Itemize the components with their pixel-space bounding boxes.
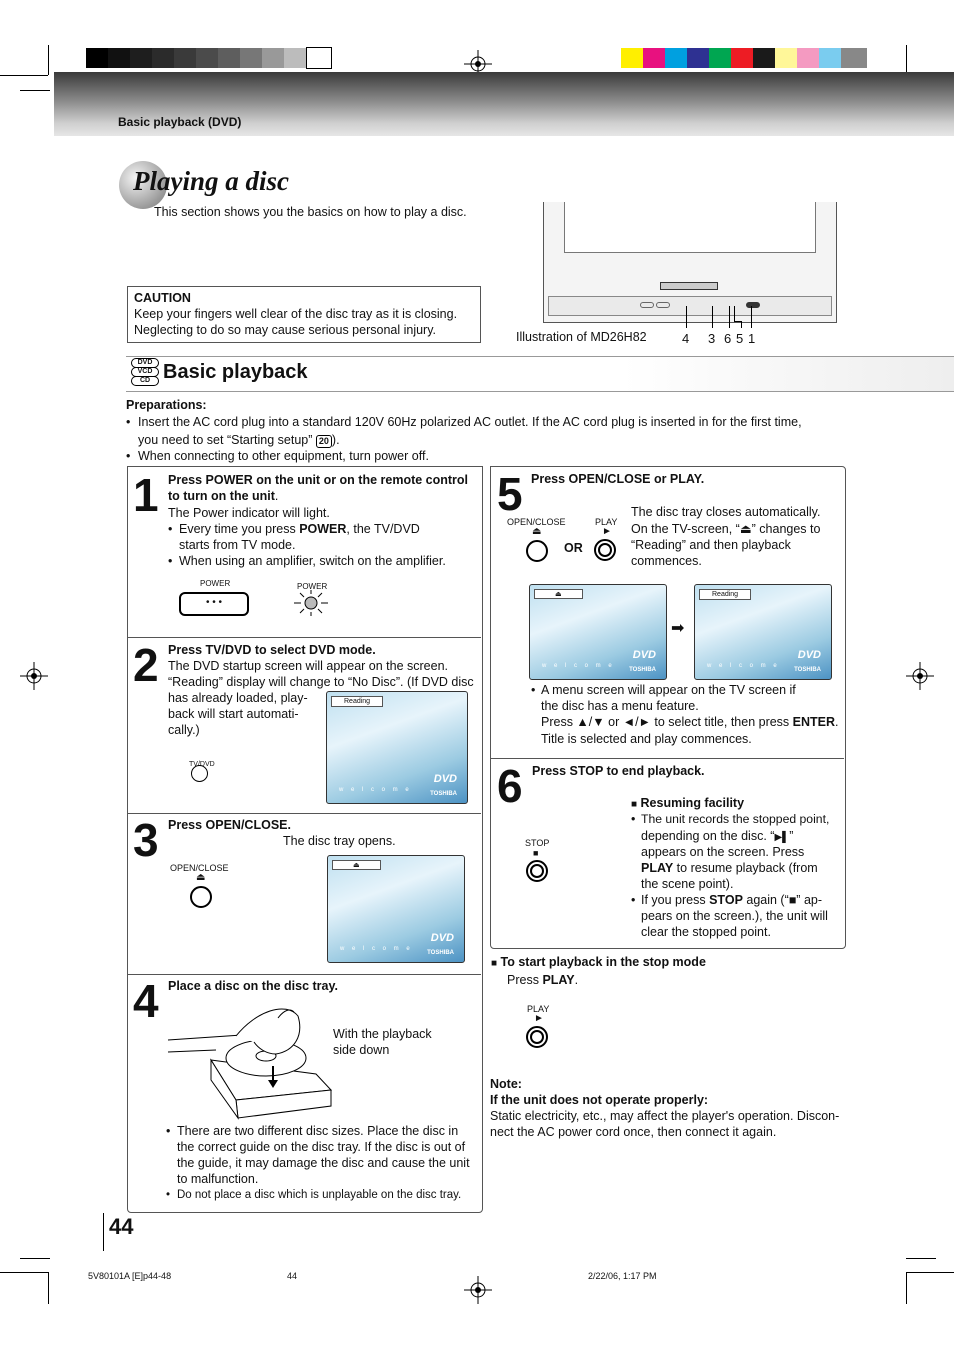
tv-screen-reading — [326, 691, 468, 804]
step-text: A menu screen will appear on the TV screen if — [541, 683, 796, 697]
button-label: STOP — [525, 838, 550, 848]
bullet-icon: • — [126, 449, 131, 463]
stop-icon: ■ — [533, 848, 539, 858]
step-text: Every time you press POWER, the TV/DVD — [179, 522, 420, 536]
step-text: the guide, it may damage the disc and cause the unit — [177, 1156, 470, 1170]
callout-number: 4 — [682, 331, 690, 346]
bullet-icon: • — [531, 683, 536, 697]
callout-number: 6 — [724, 331, 732, 346]
step-heading: Press OPEN/CLOSE or PLAY. — [531, 472, 705, 486]
step-heading: to turn on the unit. — [168, 489, 279, 503]
open-close-button[interactable] — [190, 886, 212, 908]
callout-number: 1 — [748, 331, 756, 346]
play-button[interactable] — [594, 539, 616, 561]
play-icon: ► — [602, 526, 612, 537]
step-text: Press ▲/▼ or ◄/► to select title, then press ENTER. — [541, 715, 839, 729]
tv-screen-open — [327, 855, 465, 963]
step-text: pears on the screen.), the unit will — [641, 909, 828, 923]
disc-tray-illustration — [166, 996, 336, 1121]
crop-mark — [48, 45, 49, 75]
prep-text: you need to set “Starting setup” 20 ). — [138, 433, 340, 447]
step-text: The unit records the stopped point, — [641, 812, 830, 826]
step-text: “Reading” display will change to “No Disc”. (If DVD disc — [168, 675, 474, 689]
toshiba-logo: TOSHIBA — [427, 950, 454, 956]
note-text: nect the AC power cord once, then connect it again. — [490, 1125, 777, 1139]
step-text: side down — [333, 1043, 390, 1057]
illustration-caption: Illustration of MD26H82 — [516, 330, 647, 344]
step-text: There are two different disc sizes. Place the disc in — [177, 1124, 459, 1138]
step-heading: Press TV/DVD to select DVD mode. — [168, 643, 376, 657]
step-text: appears on the screen. Press — [641, 845, 805, 859]
step-heading: Press OPEN/CLOSE. — [168, 818, 291, 832]
step-text: With the playback — [333, 1027, 432, 1041]
button-label: POWER — [200, 579, 231, 588]
section-label: Basic playback (DVD) — [118, 115, 242, 129]
page-number: 44 — [109, 1214, 134, 1239]
crop-mark — [906, 45, 907, 75]
badge-dvd: DVD — [131, 358, 159, 368]
registration-target-icon — [20, 662, 48, 690]
screen-welcome: w e l c o m e — [542, 663, 615, 669]
step-text: depending on the disc. “▶▌” — [641, 829, 794, 843]
tvdvd-button[interactable] — [191, 765, 208, 782]
eject-icon: ⏏ — [332, 860, 381, 870]
crop-mark — [906, 1272, 954, 1273]
button-label: TV/DVD — [189, 761, 215, 768]
step-text: commences. — [631, 554, 702, 568]
preparations-heading: Preparations: — [126, 398, 207, 412]
dvd-logo: DVD — [433, 773, 457, 785]
indicator-label: POWER — [297, 582, 328, 591]
open-close-button[interactable] — [526, 540, 548, 562]
arrow-right-icon: ➡ — [671, 620, 685, 637]
bullet-icon: • — [631, 812, 636, 826]
resume-heading: ■ Resuming facility — [631, 796, 745, 810]
step-text: Title is selected and play commences. — [541, 732, 752, 746]
page-title: Playing a disc — [133, 166, 289, 196]
note-heading: Note: — [490, 1077, 522, 1091]
step-text: cally.) — [168, 723, 200, 737]
page-ref: 20 — [316, 435, 332, 448]
step-text: back will start automati- — [168, 707, 299, 721]
stop-mode-heading: ■ To start playback in the stop mode — [491, 955, 706, 969]
step-text: On the TV-screen, “⏏” changes to — [631, 522, 821, 536]
footer-page: 44 — [287, 1271, 298, 1281]
step-heading: Press POWER on the unit or on the remote control — [168, 473, 469, 487]
badge-vcd: VCD — [131, 367, 159, 377]
crop-mark — [48, 1272, 49, 1304]
stop-button[interactable] — [526, 860, 548, 882]
bullet-icon: • — [166, 1124, 171, 1138]
button-label: PLAY — [595, 517, 618, 527]
resume-marker-icon: ▶▌ — [774, 832, 790, 843]
section-heading: Basic playback — [163, 361, 308, 383]
crop-mark — [0, 75, 48, 76]
crop-mark — [906, 1272, 907, 1304]
step-text: The disc tray opens. — [283, 834, 396, 848]
footer-date: 2/22/06, 1:17 PM — [588, 1271, 657, 1281]
callout-number: 3 — [708, 331, 716, 346]
power-button[interactable]: • • • — [179, 592, 249, 616]
step-text: The Power indicator will light. — [168, 506, 330, 520]
step-number: 4 — [133, 975, 159, 1027]
stop-mode-text: Press PLAY. — [507, 973, 579, 987]
toshiba-logo: TOSHIBA — [629, 667, 656, 673]
step-number: 5 — [497, 468, 523, 520]
toshiba-logo: TOSHIBA — [430, 791, 457, 797]
caution-heading: CAUTION — [134, 291, 191, 305]
dvd-logo: DVD — [797, 649, 821, 661]
registration-target-icon — [464, 1276, 492, 1304]
caution-line: Keep your fingers well clear of the disc tray as it is closing. — [134, 307, 458, 321]
step-number: 1 — [133, 469, 159, 521]
eject-icon: ⏏ — [532, 526, 542, 537]
step-number: 3 — [133, 814, 159, 866]
step-heading: Press STOP to end playback. — [532, 764, 705, 778]
toshiba-logo: TOSHIBA — [794, 667, 821, 673]
step-text: starts from TV mode. — [179, 538, 296, 552]
note-subheading: If the unit does not operate properly: — [490, 1093, 709, 1107]
screen-status-tag: Reading — [331, 696, 383, 707]
crop-mark — [20, 90, 50, 91]
bullet-icon: • — [166, 1189, 171, 1201]
step-text: to malfunction. — [177, 1172, 259, 1186]
step-number: 6 — [497, 760, 523, 812]
bullet-icon: • — [168, 554, 173, 568]
footer-code: 5V80101A [E]p44-48 — [88, 1271, 172, 1281]
crop-mark — [0, 1272, 48, 1273]
step-text: clear the stopped point. — [641, 925, 771, 939]
step-text: the scene point). — [641, 877, 734, 891]
caution-line: Neglecting to do so may cause serious personal injury. — [134, 323, 437, 337]
screen-status-tag: Reading — [699, 589, 751, 600]
dvd-logo: DVD — [632, 649, 656, 661]
eject-icon: ⏏ — [196, 872, 206, 883]
step-text: Do not place a disc which is unplayable on the disc tray. — [177, 1189, 462, 1201]
crop-mark — [20, 1258, 50, 1259]
step-text: “Reading” and then playback — [631, 538, 791, 552]
screen-welcome: w e l c o m e — [339, 787, 412, 793]
intro-text: This section shows you the basics on how to play a disc. — [154, 205, 467, 219]
badge-cd: CD — [131, 376, 159, 386]
power-indicator-icon — [291, 590, 331, 616]
play-button[interactable] — [526, 1026, 548, 1048]
screen-welcome: w e l c o m e — [340, 946, 413, 952]
dvd-logo: DVD — [430, 932, 454, 944]
step-text: the disc has a menu feature. — [541, 699, 699, 713]
button-label: PLAY — [527, 1004, 550, 1014]
bullet-icon: • — [126, 415, 131, 429]
step-text: the correct guide on the disc tray. If the disc is out of — [177, 1140, 466, 1154]
step-text: When using an amplifier, switch on the amplifier. — [179, 554, 446, 568]
crop-mark — [906, 1258, 936, 1259]
callout-number: 5 — [736, 331, 744, 346]
tv-screen-reading — [694, 584, 832, 680]
eject-icon: ⏏ — [534, 589, 583, 599]
step-text: has already loaded, play- — [168, 691, 308, 705]
button-label: OPEN/CLOSE — [170, 863, 229, 873]
step-text: If you press STOP again (“■” ap- — [641, 893, 823, 907]
step-text: The disc tray closes automatically. — [631, 505, 821, 519]
step-text: The DVD startup screen will appear on the screen. — [168, 659, 448, 673]
step-text: PLAY to resume playback (from — [641, 861, 818, 875]
step-number: 2 — [133, 639, 159, 691]
note-text: Static electricity, etc., may affect the player's operation. Discon- — [490, 1109, 840, 1123]
tv-screen-eject — [529, 584, 667, 680]
step-heading: Place a disc on the disc tray. — [168, 979, 338, 993]
registration-target-icon — [906, 662, 934, 690]
button-label: OPEN/CLOSE — [507, 517, 566, 527]
prep-text: When connecting to other equipment, turn power off. — [138, 449, 429, 463]
bullet-icon: • — [631, 893, 636, 907]
page-number-rule — [103, 1213, 104, 1251]
bullet-icon: • — [168, 522, 173, 536]
play-icon: ► — [534, 1013, 544, 1024]
prep-text: Insert the AC cord plug into a standard 120V 60Hz polarized AC outlet. If the AC cord plug is inserted in for the first time, — [138, 415, 802, 429]
or-label: OR — [564, 541, 583, 555]
screen-welcome: w e l c o m e — [707, 663, 780, 669]
